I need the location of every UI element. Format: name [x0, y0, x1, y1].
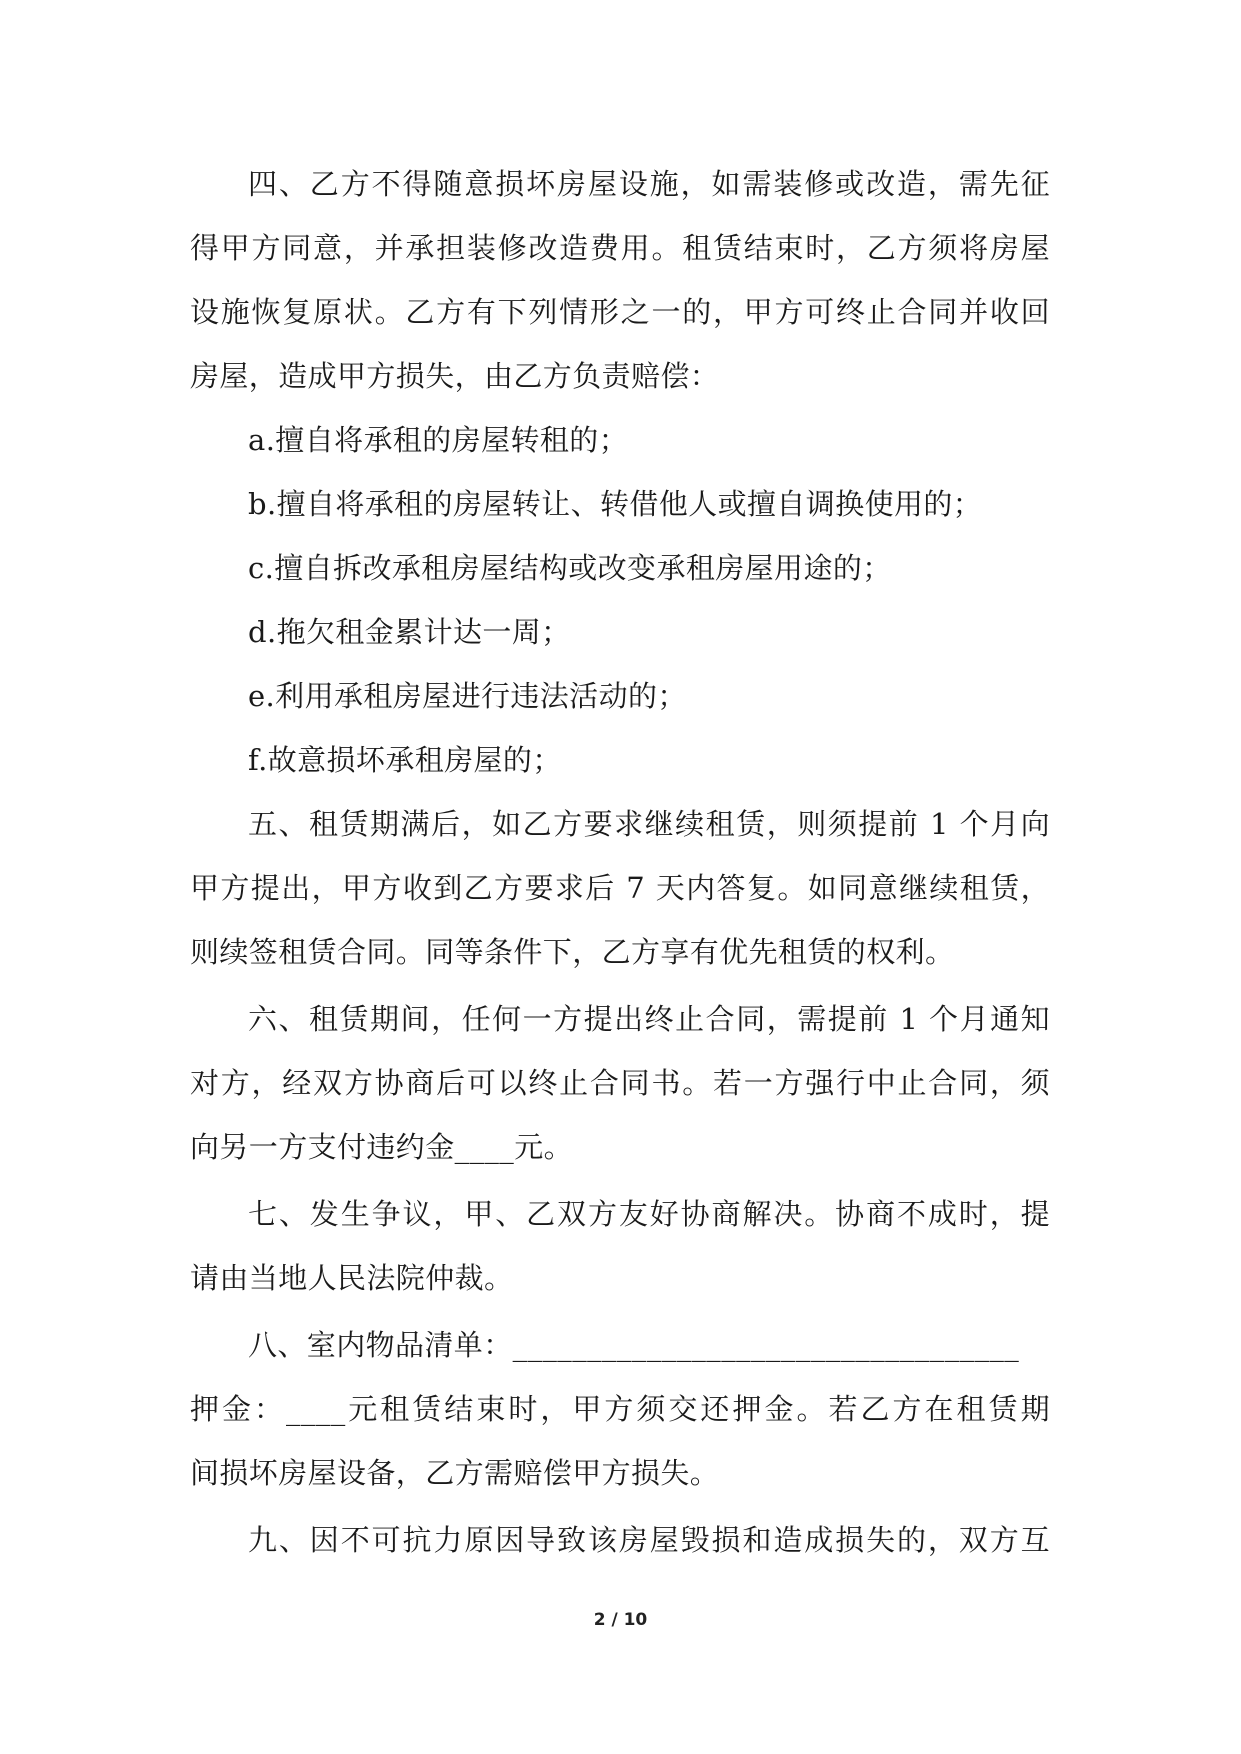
clause-8-line-2: 押金：____元租赁结束时，甲方须交还押金。若乙方在租赁期	[190, 1392, 1050, 1426]
clause-4-line-4: 房屋，造成甲方损失，由乙方负责赔偿：	[190, 359, 720, 393]
clause-4-item-a: a.擅自将承租的房屋转租的；	[248, 423, 629, 457]
clause-4-line-3: 设施恢复原状。乙方有下列情形之一的，甲方可终止合同并收回	[190, 295, 1050, 329]
clause-4-line-1: 四、乙方不得随意损坏房屋设施，如需装修或改造，需先征	[248, 167, 1050, 201]
clause-8-line-1: 八、室内物品清单：__________________________________	[248, 1328, 1020, 1362]
clause-4-item-b: b.擅自将承租的房屋转让、转借他人或擅自调换使用的；	[248, 487, 983, 521]
clause-8-line-3: 间损坏房屋设备，乙方需赔偿甲方损失。	[190, 1456, 720, 1490]
clause-7-line-1: 七、发生争议，甲、乙双方友好协商解决。协商不成时，提	[248, 1197, 1050, 1231]
clause-9-line-1: 九、因不可抗力原因导致该房屋毁损和造成损失的，双方互	[248, 1523, 1050, 1557]
document-body	[190, 152, 1050, 1572]
clause-5-line-3: 则续签租赁合同。同等条件下，乙方享有优先租赁的权利。	[190, 935, 955, 969]
clause-5-line-1: 五、租赁期满后，如乙方要求继续租赁，则须提前 1 个月向	[248, 807, 1050, 841]
clause-4-item-e: e.利用承租房屋进行违法活动的；	[248, 679, 687, 713]
clause-6-line-3: 向另一方支付违约金____元。	[190, 1130, 574, 1164]
clause-4-item-f: f.故意损坏承租房屋的；	[248, 743, 562, 777]
clause-7-line-2: 请由当地人民法院仲裁。	[190, 1261, 514, 1295]
page-number: 2 / 10	[593, 1610, 648, 1630]
clause-6-line-2: 对方，经双方协商后可以终止合同书。若一方强行中止合同，须	[190, 1066, 1050, 1100]
clause-4-item-d: d.拖欠租金累计达一周；	[248, 615, 571, 649]
clause-4-item-c: c.擅自拆改承租房屋结构或改变承租房屋用途的；	[248, 551, 892, 585]
clause-5-line-2: 甲方提出，甲方收到乙方要求后 7 天内答复。如同意继续租赁，	[190, 871, 1050, 905]
clause-6-line-1: 六、租赁期间，任何一方提出终止合同，需提前 1 个月通知	[248, 1002, 1050, 1036]
clause-4-line-2: 得甲方同意，并承担装修改造费用。租赁结束时，乙方须将房屋	[190, 231, 1050, 265]
